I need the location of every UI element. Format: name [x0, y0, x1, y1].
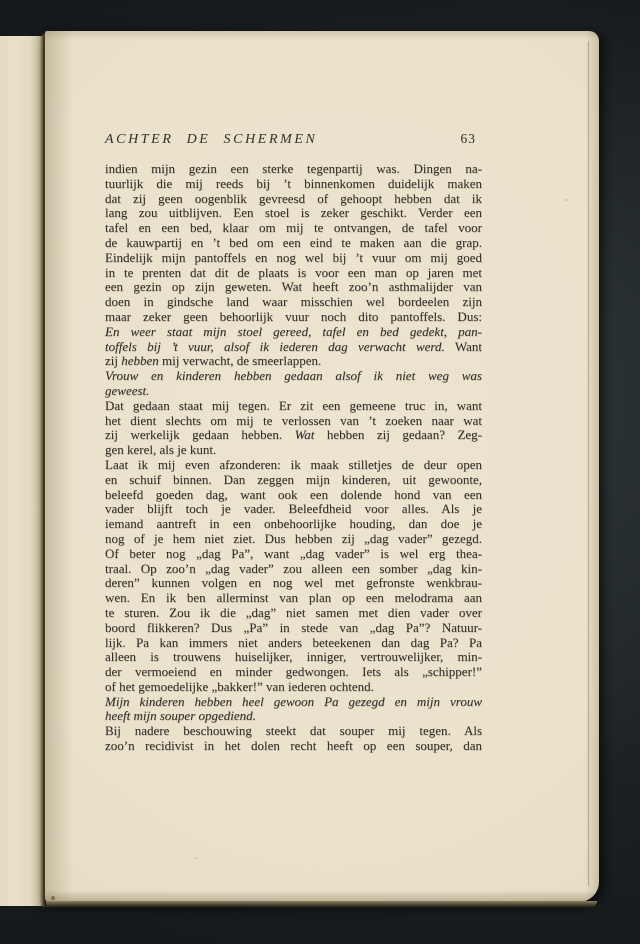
text-line: Mijn kinderen hebben heel gewoon Pa gezegd en mijn vrouw: [105, 693, 482, 709]
text-line: alleen is trouwens huiselijker, inniger, vertrouwelijker, min-: [105, 649, 482, 665]
text-line: boord flikkeren? Dus „Pa” in stede van „dag Pa”? Natuur-: [105, 619, 482, 635]
text-line: tuurlijk die mij reeds bij ’t binnenkomen duidelijk maken: [105, 175, 482, 191]
text-line: nog of je hem niet ziet. Dus hebben zij „dag vader” gezegd.: [105, 530, 482, 546]
book-page: [45, 31, 599, 902]
text-line: deren” kunnen volgen en nog wel met gefronste wenkbrau-: [105, 575, 482, 591]
text-line: zij werkelijk gedaan hebben. Wat hebben zij gedaan? Zeg-: [105, 427, 482, 443]
text-line: Dat gedaan staat mij tegen. Er zit een gemeene truc in, want: [105, 397, 482, 413]
text-line: een gezin op zijn geweten. Wat heeft zoo’n asthmalijder van: [105, 279, 482, 295]
text-line: en schuif binnen. Dan zeggen mijn kinderen, uit gewoonte,: [105, 471, 482, 487]
text-line: de kauwpartij en ’t bed om een eind te maken aan die grap.: [105, 234, 482, 250]
page-number: 63: [460, 131, 476, 146]
text-line: in te prenten dat dit de plaats is voor een man op jaren met: [105, 264, 482, 280]
page-block-bottom-edge: [46, 901, 597, 908]
text-line: vader blijft toch je vader. Beleefdheid voor alles. Als je: [105, 501, 482, 517]
text-line: te sturen. Zou ik die „dag” niet samen met dien vader over: [105, 604, 482, 620]
text-line: dat zij geen oogenblik gevreesd of gehoopt hebben dat ik: [105, 190, 482, 206]
running-head: [105, 131, 482, 148]
text-line: Bij nadere beschouwing steekt dat souper mij tegen. Als: [105, 723, 482, 739]
text-lines: [105, 162, 482, 754]
text-line: beleefd goeden dag, want ook een dolende hond van een: [105, 486, 482, 502]
text-line: zoo’n recidivist in het dolen recht heeft op een souper, dan: [105, 738, 482, 754]
text-line: traal. Op zoo’n „dag vader” zou alleen een somber „dag kin-: [105, 560, 482, 576]
text-line: toffels bij ’t vuur, alsof ik iederen dag verwacht werd. Want: [105, 338, 482, 354]
text-line: gen kerel, als je kunt.: [105, 442, 217, 458]
text-line: geweest.: [105, 382, 150, 398]
text-line: der vermoeiend en minder gedwongen. Iets als „schipper!”: [105, 664, 482, 680]
chapter-title: ACHTER DE SCHERMEN: [105, 132, 318, 147]
text-line: maar zeker geen behoorlijk vuur noch dito pantoffels. Dus:: [105, 308, 482, 324]
text-line: het dient slechts om mij te verlossen van ’t zoeken naar wat: [105, 412, 482, 428]
text-line: Laat ik mij even afzonderen: ik maak stilletjes de deur open: [105, 456, 482, 472]
text-line: heeft mijn souper opgediend.: [105, 708, 256, 724]
text-line: zij hebben mij verwacht, de smeerlappen.: [105, 353, 322, 369]
text-line: iemand aantreft in een onbehoorlijke houding, dan doe je: [105, 516, 482, 532]
text-line: lang zou uitblijven. Een stoel is zeker geschikt. Verder een: [105, 205, 482, 221]
facing-page-edge: [0, 36, 43, 906]
paper-speck: [565, 199, 567, 201]
text-line: of het gemoedelijke „bakker!” van iederen ochtend.: [105, 678, 374, 694]
text-line: Of beter nog „dag Pa”, want „dag vader” is wel erg thea-: [105, 545, 482, 561]
page-right-edge: [588, 41, 589, 886]
text-line: indien mijn gezin een sterke tegenpartij was. Dingen na-: [105, 161, 482, 176]
text-line: En weer staat mijn stoel gereed, tafel en bed gedekt, pan-: [105, 323, 482, 339]
text-line: Eindelijk mijn pantoffels en nog wel bij ’t vuur om mij goed: [105, 249, 482, 265]
text-line: tafel en een bed, klaar om mij te ontvangen, de tafel voor: [105, 220, 482, 236]
text-line: doen in gindsche land waar misschien wel bordeelen zijn: [105, 294, 482, 310]
paper-speck: [195, 857, 197, 859]
paper-speck: [51, 896, 55, 900]
text-line: Vrouw en kinderen hebben gedaan alsof ik niet weg was: [105, 368, 482, 384]
text-line: lijk. Pa kan immers niet anders beteekenen dan dag Pa? Pa: [105, 634, 482, 650]
text-line: wen. En ik ben allerminst van plan op een melodrama aan: [105, 590, 482, 606]
